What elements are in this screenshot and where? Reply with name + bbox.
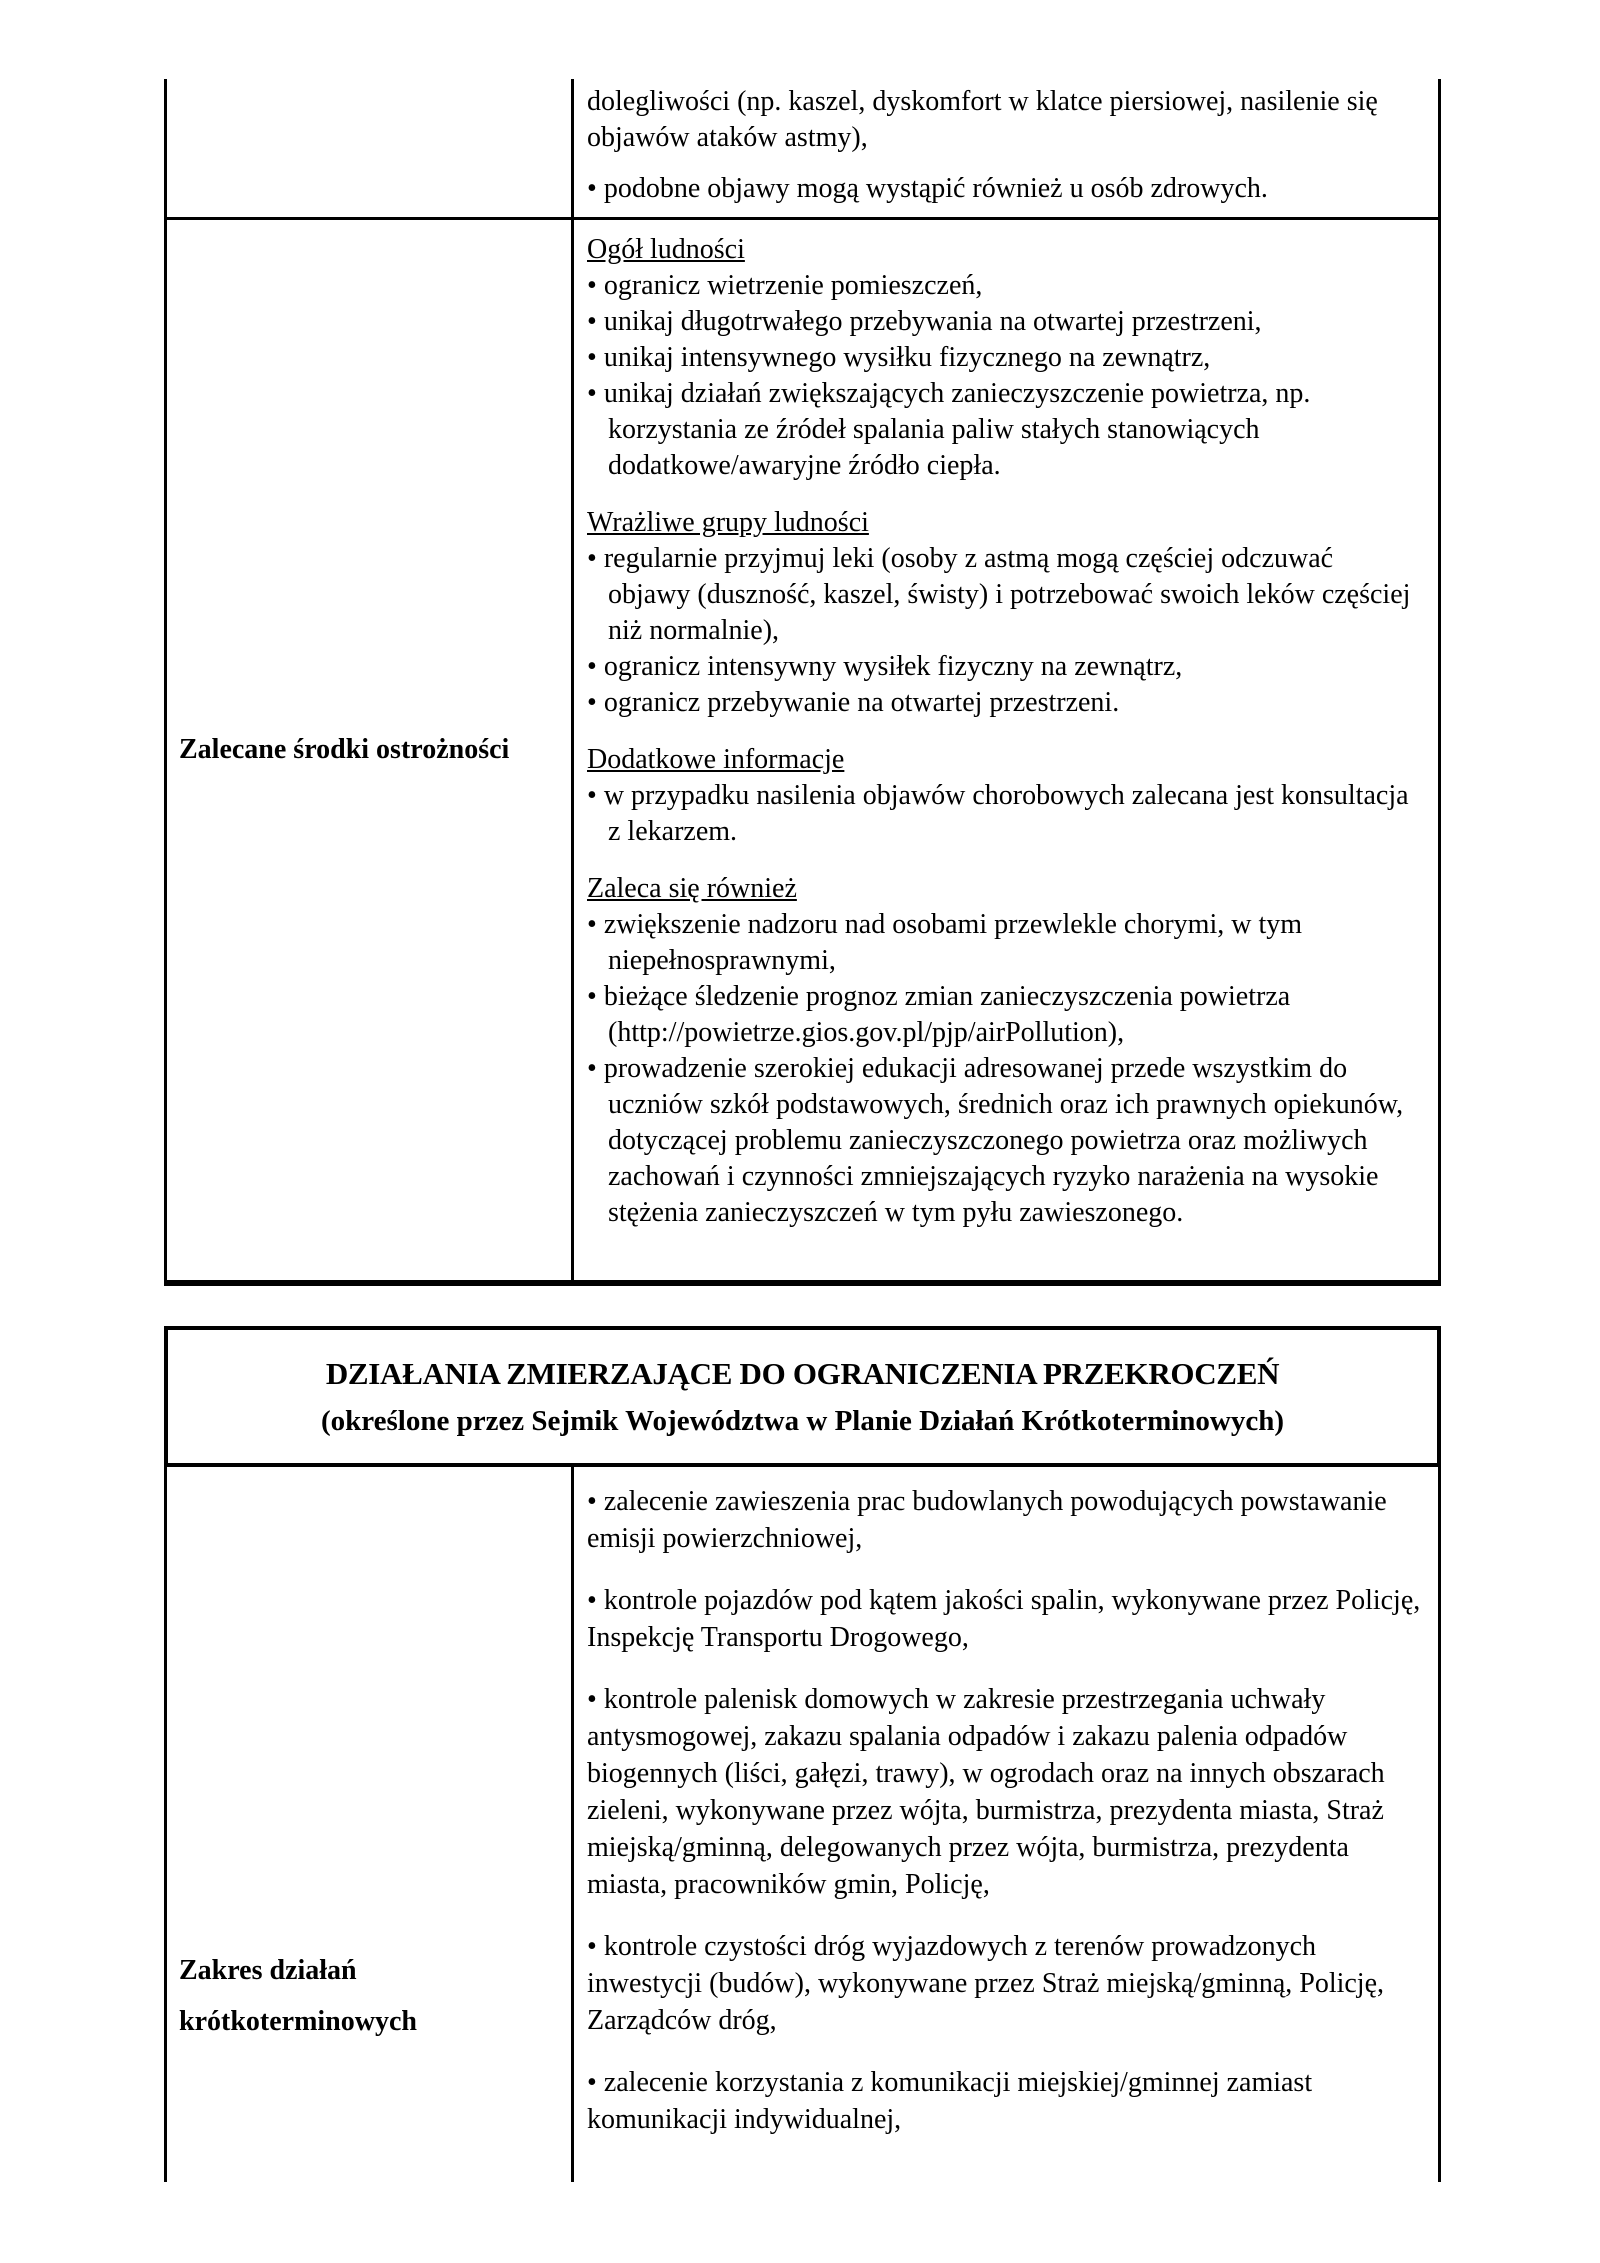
section-additional-info: [587, 742, 1422, 850]
bullet-item: • zwiększenie nadzoru nad osobami przewlekle chorymi, w tym niepełnosprawnymi,: [587, 907, 1422, 979]
section-general-population: [587, 232, 1422, 484]
table-row-precautions: [167, 220, 1438, 1280]
empty-label-cell: [167, 79, 574, 217]
bullet-item: • bieżące śledzenie prognoz zmian zanieczyszczenia powietrza (http://powietrze.gios.gov.pl/pjp/airPollution),: [587, 979, 1422, 1051]
precautions-row-label: Zalecane środki ostrożności: [179, 734, 510, 765]
actions-header-box: [164, 1326, 1441, 1467]
bullet-item: • kontrole czystości dróg wyjazdowych z terenów prowadzonych inwestycji (budów), wykonywane przez Straż miejską/gminną, Policję, Zarządców dróg,: [587, 1928, 1422, 2039]
bullet-item: • kontrole palenisk domowych w zakresie przestrzegania uchwały antysmogowej, zakazu spalania odpadów i zakazu palenia odpadów biogennych (liści, gałęzi, trawy), w ogrodach oraz na innych obszarach zieleni, wykonywane przez wójta, burmistrza, prezydenta miasta, Straż miejską/gminną, delegowanych przez wójta, burmistrza, prezydenta miasta, pracowników gmin, Policję,: [587, 1681, 1422, 1903]
bullet-item: • podobne objawy mogą wystąpić również u osób zdrowych.: [587, 171, 1422, 207]
bullet-item: • prowadzenie szerokiej edukacji adresowanej przede wszystkim do uczniów szkół podstawowych, średnich oraz ich prawnych opiekunów, dotyczącej problemu zanieczyszczonego powietrza oraz możliwych zachowań i czynności zmniejszających ryzyko narażenia na wysokie stężenia zanieczyszczeń w tym pyłu zawieszonego.: [587, 1051, 1422, 1231]
bullet-item: • kontrole pojazdów pod kątem jakości spalin, wykonywane przez Policję, Inspekcję Transportu Drogowego,: [587, 1582, 1422, 1656]
bullet-item: • ogranicz przebywanie na otwartej przestrzeni.: [587, 685, 1422, 721]
actions-header-title: DZIAŁANIA ZMIERZAJĄCE DO OGRANICZENIA PRZEKROCZEŃ: [325, 1355, 1280, 1391]
bullet-item: • regularnie przyjmuj leki (osoby z astmą mogą częściej odczuwać objawy (duszność, kaszel, świsty) i potrzebować swoich leków częściej niż normalnie),: [587, 541, 1422, 649]
bullet-item: • unikaj długotrwałego przebywania na otwartej przestrzeni,: [587, 304, 1422, 340]
bullet-item: • ogranicz intensywny wysiłek fizyczny na zewnątrz,: [587, 649, 1422, 685]
table-row-continuation: [167, 79, 1438, 220]
symptoms-continuation-text: dolegliwości (np. kaszel, dyskomfort w klatce piersiowej, nasilenie się objawów ataków astmy),: [587, 86, 1378, 153]
bullet-item: • zalecenie zawieszenia prac budowlanych powodujących powstawanie emisji powierzchniowej,: [587, 1483, 1422, 1557]
section-heading: Ogół ludności: [587, 234, 745, 265]
section-also-recommended: [587, 871, 1422, 1231]
actions-row-label-line2: krótkoterminowych: [179, 2006, 417, 2037]
actions-header-subtitle: (określone przez Sejmik Województwa w Planie Działań Krótkoterminowych): [320, 1404, 1285, 1437]
actions-table: [164, 1467, 1441, 2182]
precautions-label-cell: [167, 220, 574, 1280]
bullet-item: • unikaj działań zwiększających zanieczyszczenie powietrza, np. korzystania ze źródeł spalania paliw stałych stanowiących dodatkowe/awaryjne źródło ciepła.: [587, 376, 1422, 484]
continuation-content-cell: [574, 79, 1438, 217]
bullet-item: • zalecenie korzystania z komunikacji miejskiej/gminnej zamiast komunikacji indywidualnej,: [587, 2064, 1422, 2138]
precautions-table: [164, 79, 1441, 1286]
section-heading: Zaleca się również: [587, 873, 797, 904]
actions-row-label-line1: Zakres działań: [179, 1955, 357, 1986]
bullet-item: • ogranicz wietrzenie pomieszczeń,: [587, 268, 1422, 304]
section-sensitive-groups: [587, 505, 1422, 721]
actions-label-cell: [167, 1467, 574, 2182]
section-heading: Wrażliwe grupy ludności: [587, 507, 869, 538]
section-heading: Dodatkowe informacje: [587, 744, 845, 775]
actions-content-cell: [574, 1467, 1438, 2182]
precautions-content-cell: [574, 220, 1438, 1280]
bullet-item: • w przypadku nasilenia objawów chorobowych zalecana jest konsultacja z lekarzem.: [587, 778, 1422, 850]
bullet-item: • unikaj intensywnego wysiłku fizycznego na zewnątrz,: [587, 340, 1422, 376]
